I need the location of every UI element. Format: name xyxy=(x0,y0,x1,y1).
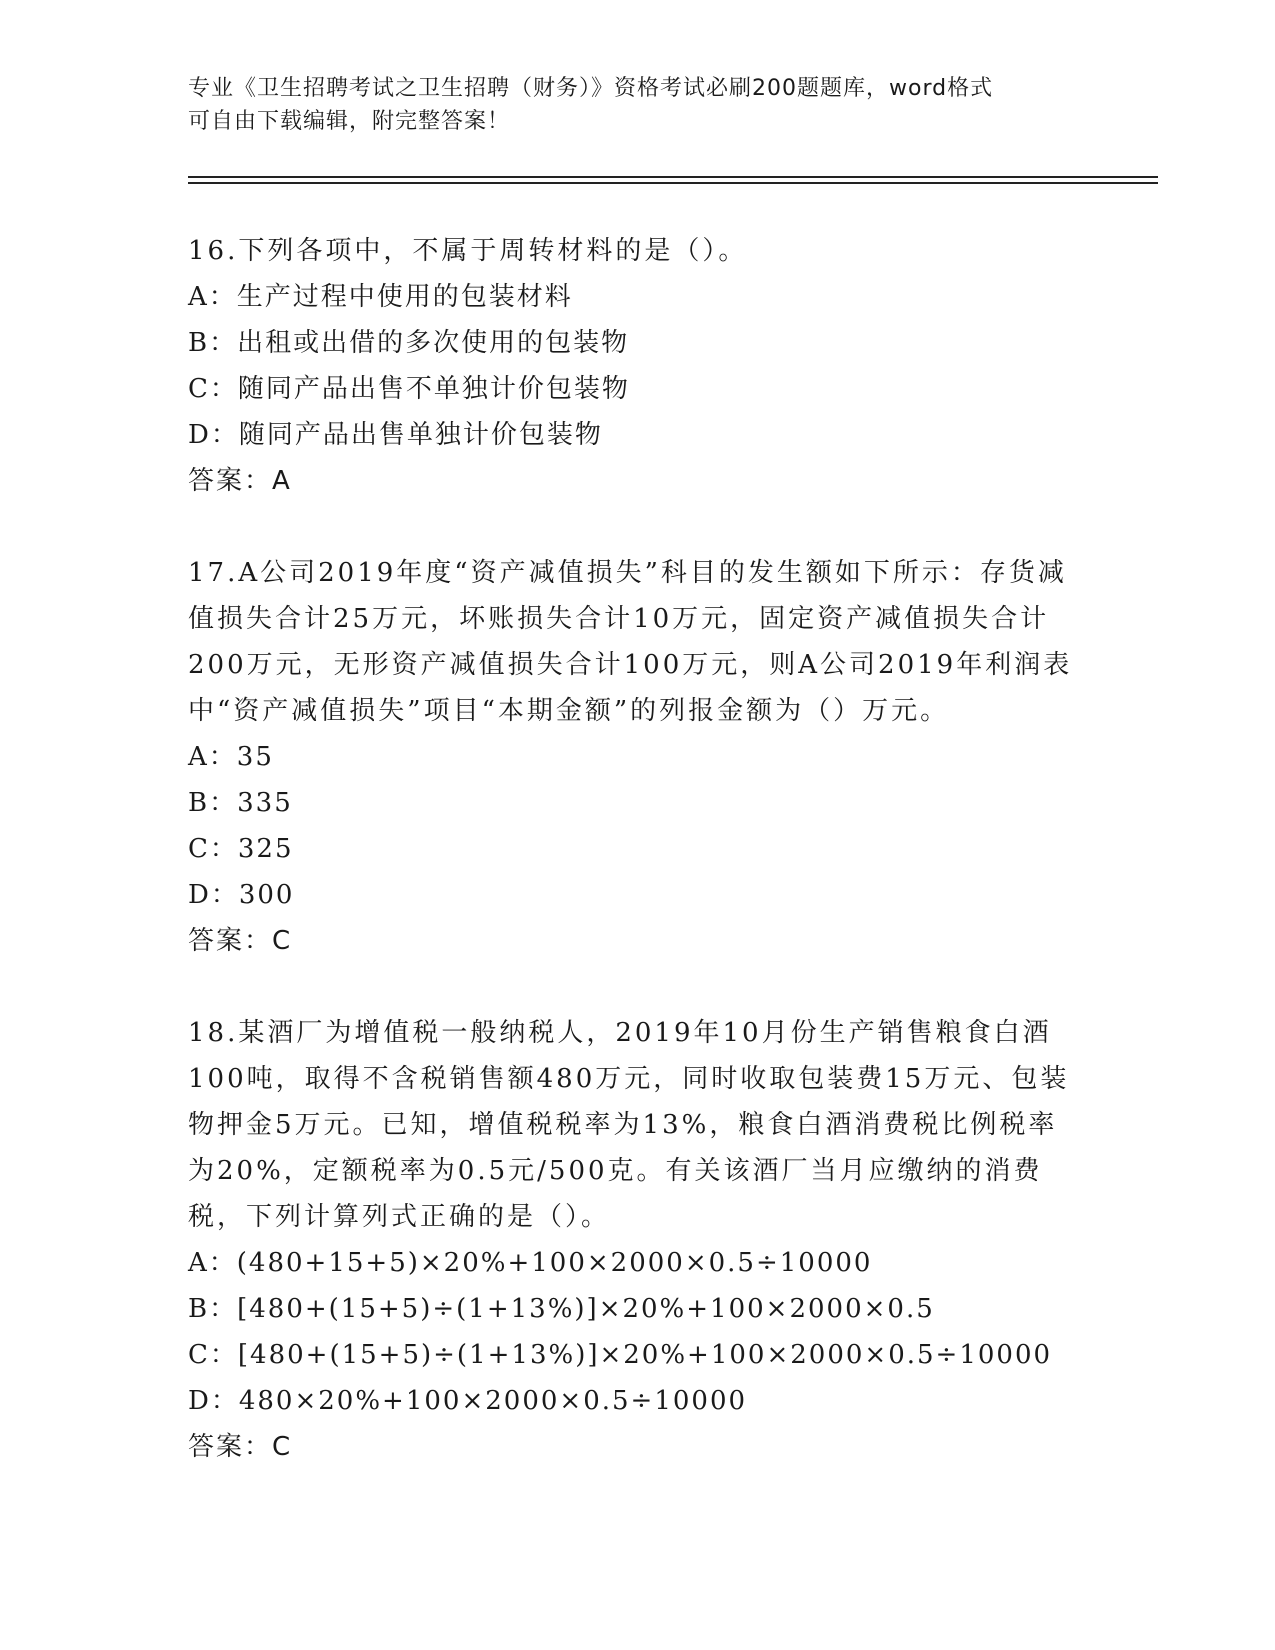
stem-line: 值损失合计25万元，坏账损失合计10万元，固定资产减值损失合计 xyxy=(188,604,1050,634)
option-b: B：出租或出借的多次使用的包装物 xyxy=(188,328,630,358)
stem-line: 100吨，取得不含税销售额480万元，同时收取包装费15万元、包装 xyxy=(188,1064,1070,1094)
answer: 答案：C xyxy=(188,1432,293,1462)
question-18 xyxy=(188,1010,1108,1470)
option-c: C：325 xyxy=(188,834,294,864)
option-d: D：300 xyxy=(188,880,295,910)
stem-line: 物押金5万元。已知，增值税税率为13%，粮食白酒消费税比例税率 xyxy=(188,1110,1058,1140)
stem-line: 中“资产减值损失”项目“本期金额”的列报金额为（）万元。 xyxy=(188,696,950,726)
option-c: C：随同产品出售不单独计价包装物 xyxy=(188,374,630,404)
answer: 答案：C xyxy=(188,926,293,956)
question-stem xyxy=(188,1010,1108,1240)
stem-line: 税，下列计算列式正确的是（）。 xyxy=(188,1202,611,1232)
stem-line: 17.A公司2019年度“资产减值损失”科目的发生额如下所示：存货减 xyxy=(188,558,1067,588)
question-16 xyxy=(188,228,1108,504)
option-b: B：335 xyxy=(188,788,293,818)
option-d: D：随同产品出售单独计价包装物 xyxy=(188,420,603,450)
stem-line: 18.某酒厂为增值税一般纳税人，2019年10月份生产销售粮食白酒 xyxy=(188,1018,1052,1048)
header-divider-bottom xyxy=(188,182,1158,184)
option-b: B：[480+(15+5)÷(1+13%)]×20%+100×2000×0.5 xyxy=(188,1294,935,1324)
option-a: A：(480+15+5)×20%+100×2000×0.5÷10000 xyxy=(188,1248,873,1278)
stem-line: 为20%，定额税率为0.5元/500克。有关该酒厂当月应缴纳的消费 xyxy=(188,1156,1043,1186)
stem-line: 16.下列各项中，不属于周转材料的是（）。 xyxy=(188,236,748,266)
header-line-2: 可自由下载编辑，附完整答案！ xyxy=(188,109,511,134)
option-a: A：生产过程中使用的包装材料 xyxy=(188,282,573,312)
answer: 答案：A xyxy=(188,466,292,496)
question-list xyxy=(188,228,1108,1470)
document-header xyxy=(188,72,1088,138)
question-stem xyxy=(188,550,1108,734)
option-a: A：35 xyxy=(188,742,274,772)
header-divider-top xyxy=(188,176,1158,178)
stem-line: 200万元，无形资产减值损失合计100万元，则A公司2019年利润表 xyxy=(188,650,1073,680)
header-line-1: 专业《卫生招聘考试之卫生招聘（财务）》资格考试必刷200题题库，word格式 xyxy=(188,76,994,101)
option-d: D：480×20%+100×2000×0.5÷10000 xyxy=(188,1386,748,1416)
option-c: C：[480+(15+5)÷(1+13%)]×20%+100×2000×0.5÷10000 xyxy=(188,1340,1053,1370)
question-17 xyxy=(188,550,1108,964)
question-stem xyxy=(188,228,1108,274)
